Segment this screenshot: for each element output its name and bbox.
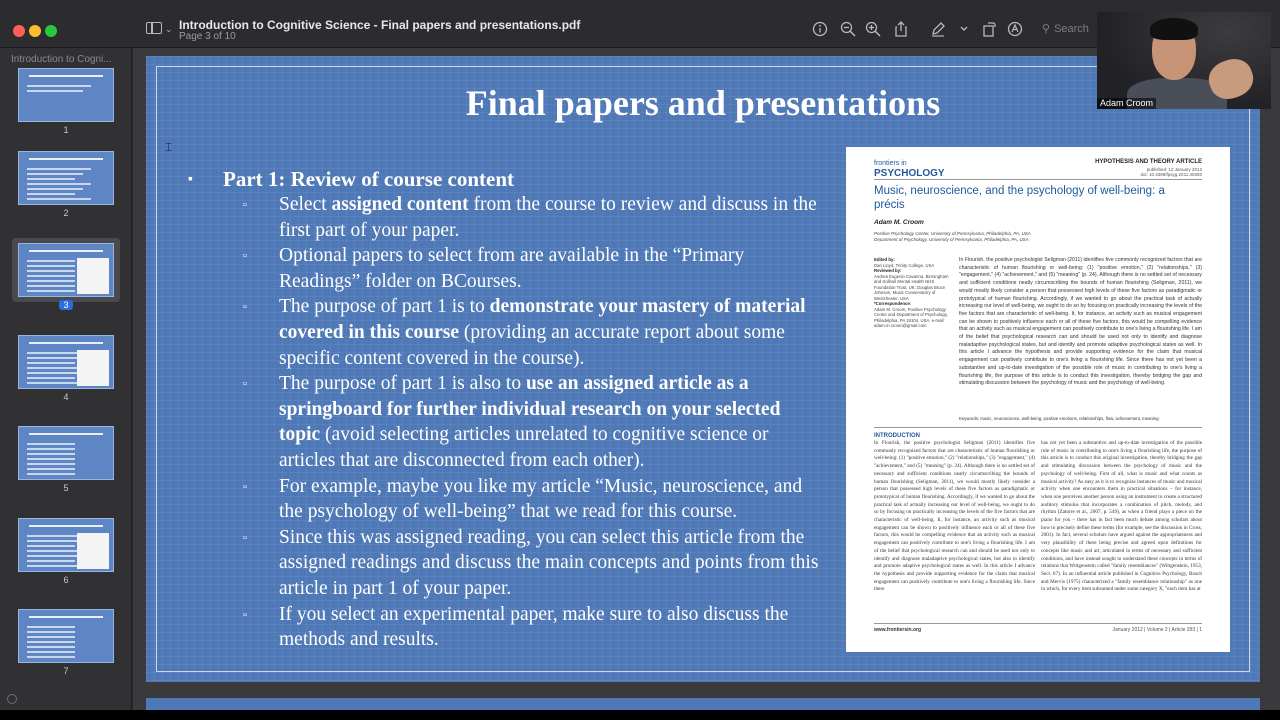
markup-menu-chevron-icon[interactable] [956,21,966,37]
part-heading-text: Part 1: Review of course content [223,167,514,191]
journal-line2: PSYCHOLOGY [874,168,945,179]
article-rule [874,623,1202,624]
thumbnail-text-line [27,265,75,267]
thumbnail-text-line [27,168,91,170]
bullet-text: (providing an accurate report about some specific content covered in the course). [279,321,785,369]
thumbnail-title-line [29,525,103,527]
edited-by-label: Edited by: [874,257,895,262]
slide-bullet [186,525,826,602]
bullet-text: The purpose of part 1 is also to [279,373,526,395]
thumbnail-text-line [27,178,75,180]
sidebar-title: Introduction to Cogni... [11,54,112,65]
thumbnail-page-number [0,208,132,218]
thumbnail-page-number [0,483,132,493]
hollow-square-bullet-icon: ▫ [243,378,247,391]
article-footer-info: January 2012 | Volume 2 | Article 393 | 1 [1112,627,1202,633]
toolbar [0,0,1280,48]
thumbnail-title-line [29,433,103,435]
correspondence: Adam M. Croom, Positive Psychology Center and Department of Psychology, Philadelphia, PA 19104, USA. e-mail: adam.m.croom@gmail.com [874,306,948,328]
hollow-square-bullet-icon: ▫ [243,301,247,314]
article-published: published: 12 January 2012 [1146,167,1202,172]
thumbnail-title-line [29,616,103,618]
slide-bullet [186,192,826,243]
thumbnail-text-line [27,357,83,359]
thumbnail-text-line [27,626,75,628]
correspondence-label: *Correspondence: [874,301,912,306]
thumbnail-text-line [27,656,75,658]
chevron-down-icon[interactable]: ⌄ [165,24,173,34]
thumbnail-text-line [27,631,75,633]
thumbnail-text-line [27,545,75,547]
thumbnail-page-number-text: 1 [63,125,69,135]
article-image [846,147,1230,652]
search-placeholder: Search [1054,23,1089,35]
bullet-text: from the course to review and discuss in the first part of your paper. [279,194,817,241]
thumbnail-article-image [77,350,109,386]
part-heading [186,166,826,192]
article-column-1: In Flourish, the positive psychologist Seligman (2011) identifies five commonly recognized factors that are characteristic of human flourishing or well-being: (1) "positive emotion," (2) "relationships," (3) "engagement," (4) "achievement," and (5) "meaning" (p. 24). Although there is no settled set of necessary and sufficient conditions neatly circumscribing the bounds of human flourishing (Seligman, 2011), we would mostly likely consider a person that possessed high levels of these five factors as paradigmatic or prototypical of human flourishing. Accordingly, if we wanted to go about the practical task of actually increasing our level of well-being, we ought to do so by focusing on practically increasing the levels of the five factors that are characteristic of well-being. It, for instance, an activity such as musical engagement can be shown to positively influence each or all of these five factors, this would be compelling evidence that an activity such as musical engagement can positively contribute to one's living a flourishing life. I am of the belief that psychological research can and should be used not only to identify and diagnose maladaptive psychological states, but also to identify and promote adaptive psychological states as well. In this article I advance the hypothesis and provide supporting evidence for the claim that musical engagement can positively contribute to one's living a flourishing life. Since there [874,440,1035,593]
article-column-2: has not yet been a substantive and up-to-date investigation of the possible role of music in contributing to one's living a flourishing life, the purpose of this article is to conduct this original investigation, thereby bridging the gap and stimulating discussion between the psychology of music and the psychology of well-being. First of all, what is music and what counts as musical activity? As easy as it is to recognize instances of music and musical activity when one encounters them in practical situations – for instance, when one perceives another person using an instrument to create a structured auditory stimulus that incorporates a combination of pitch, melody, and rhythm (Zatorre et al., 2007, p. 549), as when a friend plays a piece on the piano for you – there has in fact been much debate among scholars about how to precisely define these terms (for example, see the discussion in Cross, 2001). In fact, several scholars have argued against the appropriateness and very plausibility of there being precise and agreed upon definitions for concepts like music and art, articulated in terms of necessary and sufficient conditions, and have instead sought to understand these concepts in terms of relations that Wittgenstein called "family resemblances" (Wittgenstein, 1953, Sect. 67). In an influential article published in Cognitive Psychology, Rosch and Mervis (1975) characterized a "family resemblance relationship" as one in which, for every item subsumed under some category X, "each item has at [1041,440,1202,593]
text-cursor-icon: ⌶ [165,140,173,154]
square-bullet-icon: ▪ [188,172,193,187]
thumbnail-article-image [77,533,109,569]
thumbnail-title-line [29,250,103,252]
bullet-text: The purpose of part 1 is to [279,296,490,318]
article-affiliations [874,231,1174,243]
thumbnail-sidebar [0,48,132,710]
thumbnail-text-line [27,636,75,638]
article-type: HYPOTHESIS AND THEORY ARTICLE [1095,159,1202,165]
bullet-text: Optional papers to select from are available in the “Primary Readings” folder on BCourses. [279,245,745,292]
search-field[interactable] [1038,22,1089,35]
intro-heading: INTRODUCTION [874,433,920,439]
thumbnail-text-line [27,463,75,465]
bullet-text: (avoid selecting articles unrelated to cognitive science or articles that are disconnected from each other). [279,424,769,471]
slide-page [146,56,1260,682]
bottom-strip [0,710,1280,720]
thumbnail-page-number [0,300,132,310]
thumbnail-text-line [27,188,83,190]
bullet-bold-text: demonstrate your mastery of material covered in this course [279,296,806,343]
next-slide-edge [146,698,1260,710]
page-thumbnail[interactable] [18,609,114,663]
close-window-button[interactable] [13,25,25,37]
article-date [1141,167,1202,177]
thumbnail-text-line [27,641,75,643]
slide-bullet [186,243,826,294]
zoom-out-icon[interactable] [840,21,856,37]
article-abstract: In Flourish, the positive psychologist Seligman (2011) identifies five commonly recognized factors that are characteristic of human flourishing or well-being: (1) "positive emotion," (2) "relationships," (3) "engagement," (4) "achievement," and (5) "meaning" (p. 24). Although there is no settled set of necessary and sufficient conditions neatly circumscribing the bounds of human flourishing (Seligman, 2011), we would mostly likely consider a person that possessed high levels of these five factors as paradigmatic or prototypical of human flourishing. Accordingly, if we wanted to go about the practical task of actually increasing our level of well-being, we ought to do so by focusing on practically increasing the levels of the five factors that are characteristic of well-being. It, for instance, an activity such as musical engagement can be shown to positively influence each or all of these five factors, this would be compelling evidence that an activity such as musical engagement can positively contribute to one's living a flourishing life. I am of the belief that psychological research can and should be used not only to identify and diagnose maladaptive psychological states, but and identify and promote adaptive psychological states as well. In this article I advance the hypothesis and provide supporting evidence for the claim that musical engagement can positively contribute to one's living a flourishing life. Since there has not yet been a substantive and up-to-date investigation of the possible role of music in contributing to one's living a flourishing life, the purpose of this article is to conduct this investigation, thereby bridging the gap and stimulating discussion between the psychology of music and the psychology of well-being. [959,257,1202,387]
webcam-name-label: Adam Croom [1097,98,1156,109]
slide-content [186,166,826,653]
minimize-window-button[interactable] [29,25,41,37]
thumbnail-text-line [27,448,75,450]
page-thumbnail[interactable] [18,243,114,297]
thumbnail-text-line [27,458,75,460]
thumbnail-text-line [27,270,75,272]
thumbnail-text-line [27,443,75,445]
share-icon[interactable] [893,21,909,37]
document-title: Introduction to Cognitive Science - Final papers and presentations.pdf [179,18,581,32]
thumbnail-page-number-text: 7 [63,666,69,676]
slide-title: Final papers and presentations [465,83,941,123]
affiliation-2: Department of Psychology, University of Pennsylvania, Philadelphia, PA, USA [874,237,1029,242]
thumbnail-text-line [27,646,75,648]
bullet-text: If you select an experimental paper, make sure to also discuss the methods and results. [279,603,789,651]
bullet-text: For example, maybe you like my article “Music, neuroscience, and the psychology of well-being” that we read for this course. [279,475,803,523]
markup-pen-icon[interactable] [930,21,946,37]
article-rule [874,179,1202,180]
thumbnail-page-number-text: 4 [63,392,69,402]
webcam-person-hair [1150,18,1198,40]
page-thumbnail[interactable] [18,518,114,572]
thumbnail-text-line [27,453,75,455]
thumbnail-text-line [27,275,75,277]
article-keywords: Keywords: music, neuroscience, well-being, positive emotions, relationships, flow, achievement, meaning [959,416,1159,421]
page-thumbnail[interactable] [18,151,114,205]
zoom-in-icon[interactable] [865,21,881,37]
slide-bullet [186,474,826,525]
slide-bullet [186,294,826,371]
thumbnail-page-number [0,125,132,135]
article-title: Music, neuroscience, and the psychology of well-being: a précis [874,185,1165,211]
sidebar-options-icon[interactable] [7,694,17,704]
thumbnail-page-number-text: 5 [63,483,69,493]
thumbnail-page-number-text: 2 [63,208,69,218]
journal-line1: frontiers in [874,160,907,167]
hollow-square-bullet-icon: ▫ [243,480,247,493]
reviewers: Andrea Eugenio Cavanna, Birmingham and Solihull Mental Health NHS Foundation Trust, UK; Douglas Bruce Johnson, Music Conservatory of Westchester, USA [874,273,949,301]
article-doi: doi: 10.3389/fpsyg.2011.00393 [1140,172,1202,177]
thumbnail-text-line [27,555,83,557]
thumbnail-text-line [27,560,75,562]
thumbnail-text-line [27,173,83,175]
thumbnail-text-line [27,90,83,92]
journal-logo [874,159,945,179]
thumbnail-text-line [27,198,91,200]
thumbnail-page-number [0,575,132,585]
thumbnail-text-line [27,362,75,364]
slide-bullet [186,371,826,473]
thumbnail-text-line [27,85,91,87]
thumbnail-page-number-text: 6 [63,575,69,585]
bullet-text: Select [279,194,332,215]
document-view[interactable] [133,48,1280,710]
thumbnail-title-line [29,75,103,77]
thumbnail-page-number [0,666,132,676]
info-icon[interactable] [812,21,828,37]
article-footer-site: www.frontiersin.org [874,627,922,633]
thumbnail-page-number [0,392,132,402]
thumbnail-text-line [27,290,75,292]
thumbnail-text-line [27,280,75,282]
page-thumbnail[interactable] [18,426,114,480]
thumbnail-article-image [77,258,109,294]
bullet-text: Since this was assigned reading, you can select this article from the assigned readings and discuss the main concepts and points from this article in part 1 of your paper. [279,526,819,599]
thumbnail-text-line [27,651,75,653]
webcam-overlay [1097,12,1271,109]
hollow-square-bullet-icon: ▫ [243,531,247,544]
thumbnail-text-line [27,183,91,185]
page-thumbnail[interactable] [18,68,114,122]
search-icon: ⚲ [1042,23,1051,35]
bullet-bold-text: use an assigned article as a springboard for further individual research on your selected topic [279,373,781,446]
article-rule [874,427,1202,428]
thumbnail-text-line [27,540,83,542]
annotate-circle-icon[interactable] [1007,21,1023,37]
page-thumbnail[interactable] [18,335,114,389]
thumbnail-text-line [27,473,75,475]
slide-bullet [186,602,826,653]
hollow-square-bullet-icon: ▫ [243,250,247,263]
thumbnail-text-line [27,468,75,470]
rotate-icon[interactable] [981,21,997,37]
thumbnail-text-line [27,260,75,262]
affiliation-1: Positive Psychology Center, University of Pennsylvania, Philadelphia, PA, USA [874,231,1031,236]
article-editorial [874,257,950,329]
editor: Dan Lloyd, Trinity College, USA [874,262,935,268]
thumbnail-text-line [27,285,75,287]
bullet-bold-text: assigned content [331,194,469,215]
thumbnail-page-number-text: 3 [59,300,72,310]
reviewed-by-label: Reviewed by: [874,268,902,273]
thumbnail-title-line [29,342,103,344]
thumbnail-title-line [29,158,103,160]
thumbnail-text-line [27,193,75,195]
article-author: Adam M. Croom [874,219,924,226]
hollow-square-bullet-icon: ▫ [243,199,247,211]
thumbnail-text-line [27,377,75,379]
thumbnail-text-line [27,372,83,374]
hollow-square-bullet-icon: ▫ [243,608,247,621]
page-indicator: Page 3 of 10 [179,31,236,42]
fullscreen-window-button[interactable] [45,25,57,37]
sidebar-toggle-icon[interactable] [146,22,162,34]
